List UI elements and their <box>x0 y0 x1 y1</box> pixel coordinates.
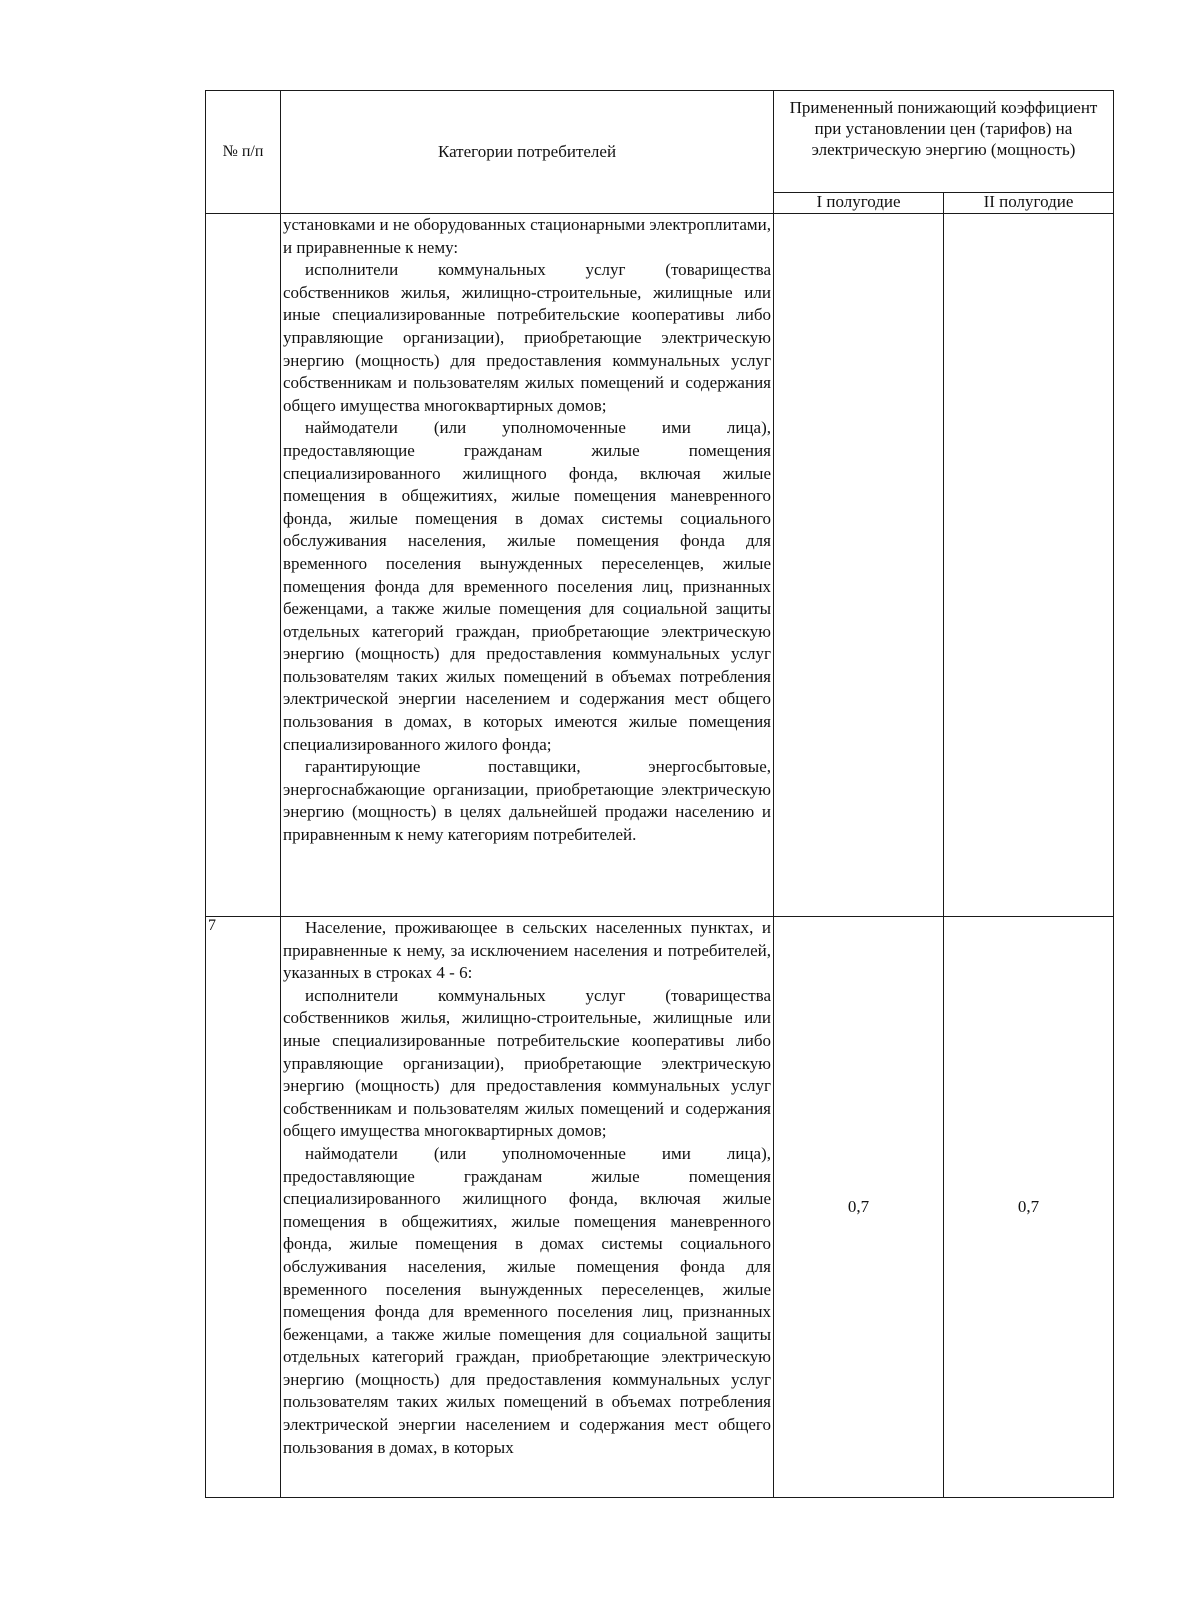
header-coefficient: Примененный понижающий коэффициент при установлении цен (тарифов) на электрическую энергию (мощность) <box>774 91 1114 193</box>
row-value-half-1 <box>774 214 944 917</box>
table-header-row <box>206 91 1114 193</box>
paragraph: установками и не оборудованных стационарными электроплитами, и приравненные к нему: <box>283 215 771 257</box>
paragraph: наймодатели (или уполномоченные ими лица), предоставляющие гражданам жилые помещения специализированного жилищного фонда, включая жилые помещения в общежитиях, жилые помещения маневренного фонда, жилые помещения в домах системы социального обслуживания населения, жилые помещения фонда для временного поселения вынужденных переселенцев, жилые помещения фонда для временного поселения лиц, признанных беженцами, а также жилые помещения для социальной защиты отдельных категорий граждан, приобретающие электрическую энергию (мощность) для предоставления коммунальных услуг пользователям таких жилых помещений в объемах потребления электрической энергии населением и содержания мест общего пользования в домах, в которых <box>283 1143 771 1457</box>
header-number: № п/п <box>206 91 281 214</box>
paragraph: исполнители коммунальных услуг (товарищества собственников жилья, жилищно-строительные, жилищные или иные специализированные потребительские кооперативы либо управляющие организации), приобретающие электрическую энергию (мощность) для предоставления коммунальных услуг собственникам и пользователям жилых помещений и содержания общего имущества многоквартирных домов; <box>283 260 771 415</box>
tariff-coefficient-table <box>205 90 1114 1498</box>
row-value-half-1: 0,7 <box>774 917 944 1498</box>
row-category-text <box>281 214 774 917</box>
header-half-1: I полугодие <box>774 192 944 213</box>
paragraph: исполнители коммунальных услуг (товарищества собственников жилья, жилищно-строительные, жилищные или иные специализированные потребительские кооперативы либо управляющие организации), приобретающие электрическую энергию (мощность) для предоставления коммунальных услуг собственникам и пользователям жилых помещений и содержания общего имущества многоквартирных домов; <box>283 985 771 1141</box>
row-number <box>206 214 281 917</box>
paragraph: гарантирующие поставщики, энергосбытовые, энергоснабжающие организации, приобретающие электрическую энергию (мощность) в целях дальнейшей продажи населению и приравненным к нему категориям потребителей. <box>283 757 771 845</box>
paragraph: Население, проживающее в сельских населенных пунктах, и приравненные к нему, за исключением населения и потребителей, указанных в строках 4 - 6: <box>283 918 771 983</box>
header-half-2: II полугодие <box>944 192 1114 213</box>
paragraph: наймодатели (или уполномоченные ими лица), предоставляющие гражданам жилые помещения специализированного жилищного фонда, включая жилые помещения в общежитиях, жилые помещения маневренного фонда, жилые помещения в домах системы социального обслуживания населения, жилые помещения фонда для временного поселения вынужденных переселенцев, жилые помещения фонда для временного поселения лиц, признанных беженцами, а также жилые помещения для социальной защиты отдельных категорий граждан, приобретающие электрическую энергию (мощность) для предоставления коммунальных услуг пользователям таких жилых помещений в объемах потребления электрической энергии населением и содержания мест общего пользования в домах, в которых имеются жилые помещения специализированного жилого фонда; <box>283 418 771 754</box>
row-number: 7 <box>206 917 281 1498</box>
table-row <box>206 214 1114 917</box>
table-row <box>206 917 1114 1498</box>
row-value-half-2: 0,7 <box>944 917 1114 1498</box>
row-category-text <box>281 917 774 1498</box>
header-categories: Категории потребителей <box>281 91 774 214</box>
row-value-half-2 <box>944 214 1114 917</box>
